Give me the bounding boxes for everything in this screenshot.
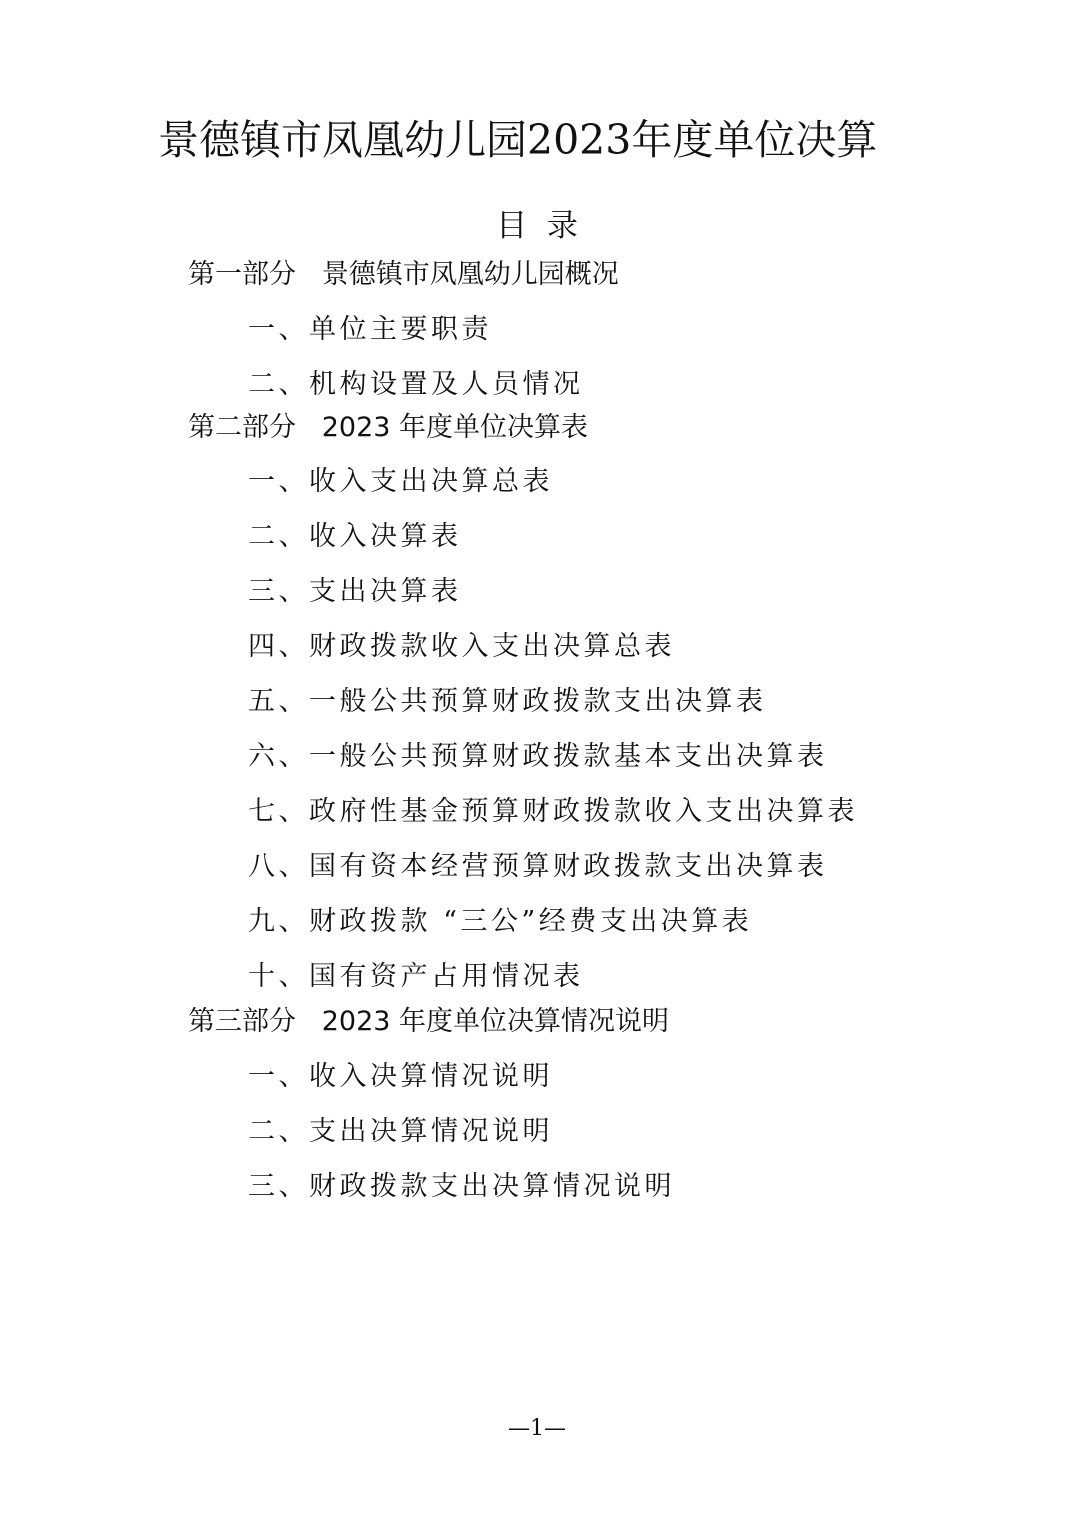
toc-part-1: 第一部分 景德镇市凤凰幼儿园概况 (188, 259, 619, 290)
toc-item: 十、国有资产占用情况表 (248, 961, 584, 992)
toc-item: 八、国有资本经营预算财政拨款支出决算表 (248, 851, 828, 882)
toc-item: 一、单位主要职责 (248, 314, 492, 345)
toc-part-2: 第二部分 2023 年度单位决算表 (188, 412, 589, 443)
toc-item: 六、一般公共预算财政拨款基本支出决算表 (248, 741, 828, 772)
document-title: 景德镇市凤凰幼儿园2023年度单位决算 (158, 116, 878, 164)
toc-heading: 目 录 (496, 208, 578, 244)
toc-part-3: 第三部分 2023 年度单位决算情况说明 (188, 1006, 670, 1037)
toc-item: 一、收入支出决算总表 (248, 466, 553, 497)
toc-item: 三、财政拨款支出决算情况说明 (248, 1171, 675, 1202)
toc-item: 二、收入决算表 (248, 521, 462, 552)
toc-item: 三、支出决算表 (248, 576, 462, 607)
toc-item: 二、支出决算情况说明 (248, 1116, 553, 1147)
toc-item: 七、政府性基金预算财政拨款收入支出决算表 (248, 796, 858, 827)
toc-item: 一、收入决算情况说明 (248, 1061, 553, 1092)
page-number: —1— (508, 1416, 566, 1441)
toc-item: 五、一般公共预算财政拨款支出决算表 (248, 686, 767, 717)
toc-item: 九、财政拨款 “三公”经费支出决算表 (248, 906, 753, 937)
toc-item: 二、机构设置及人员情况 (248, 369, 584, 400)
toc-item: 四、财政拨款收入支出决算总表 (248, 631, 675, 662)
